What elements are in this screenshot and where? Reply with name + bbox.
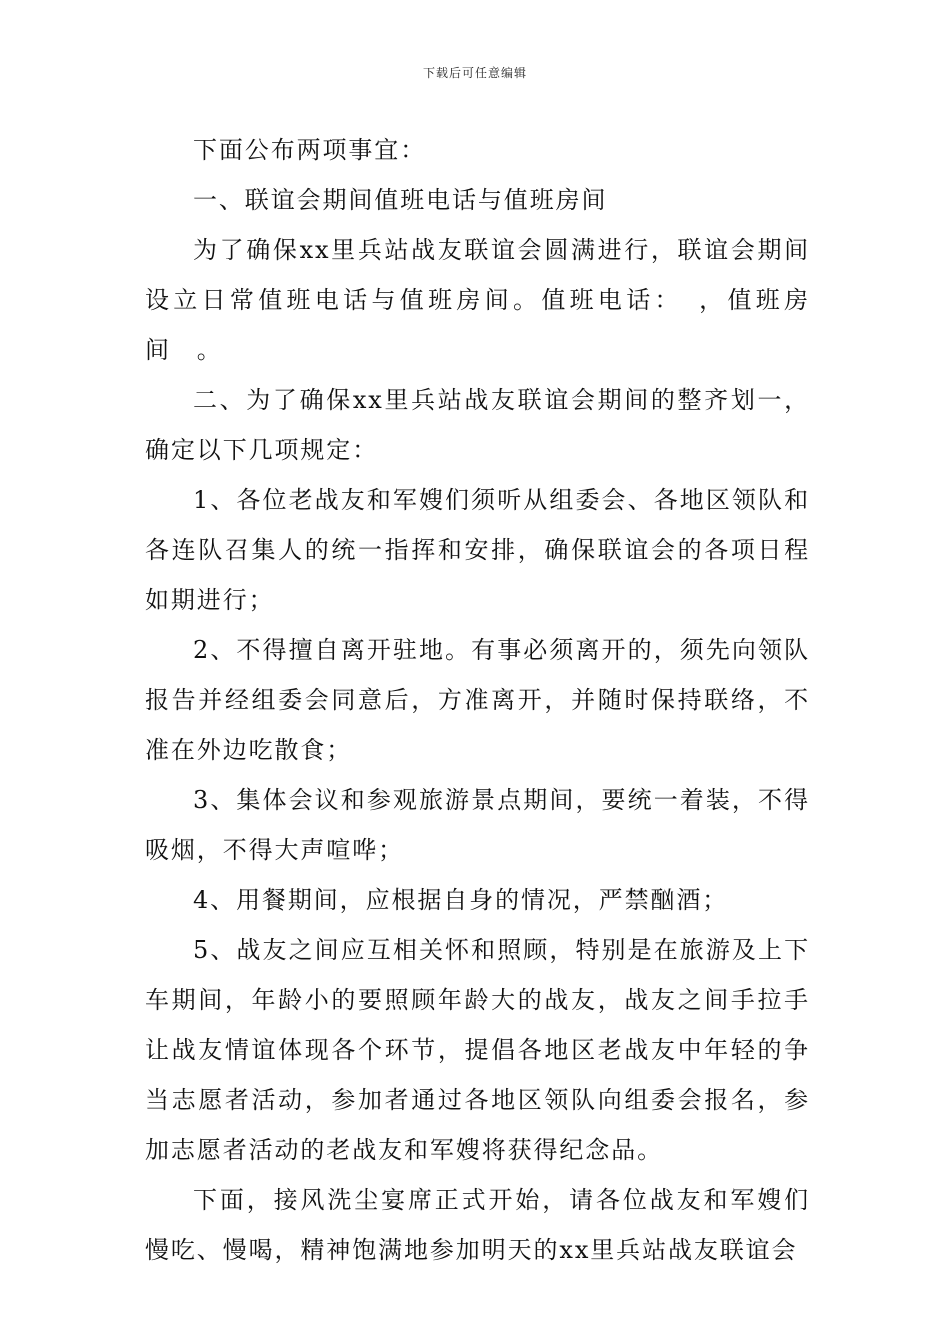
paragraph-section-1-heading: 一、联谊会期间值班电话与值班房间 [193,186,608,214]
paragraph-section-2-heading: 二、为了确保xx里兵站战友联谊会期间的整齐划一，确定以下几项规定： [145,386,810,464]
document-body [145,125,810,1275]
paragraph-rule-2: 2、不得擅自离开驻地。有事必须离开的，须先向领队报告并经组委会同意后，方准离开，并随时保持联络，不准在外边吃散食； [145,636,810,764]
paragraph-intro: 下面公布两项事宜： [193,136,427,164]
paragraph-rule-4: 4、用餐期间，应根据自身的情况，严禁酗酒； [193,886,729,914]
paragraph-closing: 下面，接风洗尘宴席正式开始，请各位战友和军嫂们慢吃、慢喝，精神饱满地参加明天的xx里兵站战友联谊会 [145,1186,810,1264]
page-header: 下载后可任意编辑 [422,66,527,80]
paragraph-duty-phone: 为了确保xx里兵站战友联谊会圆满进行，联谊会期间设立日常值班电话与值班房间。值班电话： ，值班房间 。 [145,236,810,364]
paragraph-rule-3: 3、集体会议和参观旅游景点期间，要统一着装，不得吸烟，不得大声喧哗； [145,786,810,864]
paragraph-rule-1: 1、各位老战友和军嫂们须听从组委会、各地区领队和各连队召集人的统一指挥和安排，确保联谊会的各项日程如期进行； [145,486,810,614]
paragraph-rule-5: 5、战友之间应互相关怀和照顾，特别是在旅游及上下车期间，年龄小的要照顾年龄大的战友，战友之间手拉手让战友情谊体现各个环节，提倡各地区老战友中年轻的争当志愿者活动，参加者通过各地区领队向组委会报名，参加志愿者活动的老战友和军嫂将获得纪念品。 [145,936,810,1164]
